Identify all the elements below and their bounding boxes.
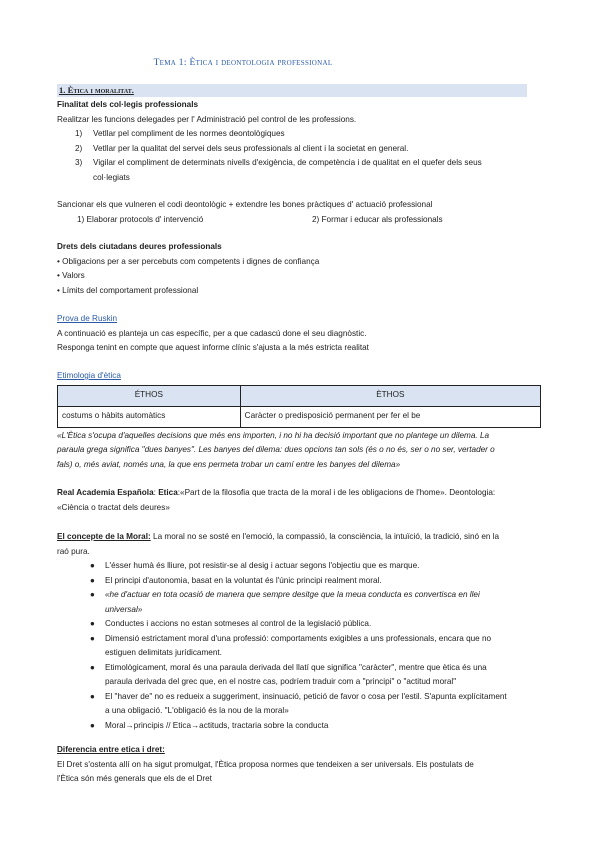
list-item: ● L'ésser humà és lliure, pot resistir-se al desig i actuar segons l'objectiu que es marque. <box>90 561 420 570</box>
list-item: 2) Vetllar per la qualitat del servei dels seus professionals al client i la societat en general. <box>75 143 409 153</box>
etimologia-block <box>57 369 543 472</box>
moral-block: El concepte de la Moral: La moral no se sosté en l'emoció, la compassió, la consciència, la intuïció, la tradició, sinó en la raó pura. ● L'ésser humà és lliure, pot resistir-se al desig i actuar segons l'objectiu que es marque. ● El principi d'autonomia, basat en la voluntat és l'únic principi realment moral. ● «he d'actuar en tota ocasió de manera que sempre desitge que la meua conducta es convertisca en llei universal» ● Conductes i accions no estan sotmeses al control de la legislació pública. ● Dimensió estrictament moral d'una professió: comportaments exigibles a uns professionals, encara que no estiguen delimitats jurídicament. ● Etimològicament, moral és una paraula derivada del llatí que significa "caràcter", mentre que ètica és una paraula derivada del grec que, en el nostre cas, podríem traduir com a "principi" o "actitud moral" ● El "haver de" no es redueix a suggeriment, insinuació, petició de favor o cosa per l'estil. S'apunta explícitament a una obligació. "L'obligació és la nou de la moral» ● Moral→principis // Etica→actituds, tractaria sobre la conducta <box>57 530 543 733</box>
diferencia-line: El Dret s'ostenta allí on ha sigut promulgat, l'Ètica proposa normes que tendeixen a ser universals. Els postulats de <box>57 759 474 769</box>
list-item: • Valors <box>57 271 85 280</box>
list-item: • Obligacions per a ser percebuts com competents i dignes de confiança <box>57 256 320 266</box>
ruskin-line: A continuació es planteja un cas específic, per a que cadascú done el seu diagnòstic. <box>57 328 367 338</box>
list-item: ● El principi d'autonomia, basat en la voluntat és l'únic principi realment moral. <box>90 575 382 585</box>
etimologia-link[interactable]: Etimologia d'ètica <box>57 371 121 380</box>
list-item: • Límits del comportament professional <box>57 285 199 295</box>
list-item: 3) Vigilar el compliment de determinats nivells d'exigència, de competència i de qualitat en el quefer dels seus <box>75 158 482 167</box>
finalitat-heading: Finalitat dels col·legis professionals <box>57 100 199 109</box>
table-header-cell: ÈTHOS <box>240 385 540 406</box>
list-item: ● Conductes i accions no estan sotmeses al control de la legislació pública. <box>90 619 372 628</box>
sancionar-text: Sancionar els que vulneren el codi deontològic + extendre les bones pràctiques d' actuació professional <box>57 200 433 209</box>
sancionar-block <box>57 198 543 227</box>
list-item: 1) Vetllar pel compliment de les normes deontològiques <box>75 129 285 138</box>
rae-block: Real Academia Española: Etica:«Part de la filosofia que tracta de la moral i de les obligacions de l'home». Deontologia: «Ciència o tractat dels deures» <box>57 486 543 515</box>
drets-block <box>57 240 543 298</box>
rae-line2: «Ciència o tractat dels deures» <box>57 502 170 512</box>
table-cell: costums o hàbits automàtics <box>58 406 241 427</box>
finalitat-block <box>57 98 543 185</box>
ruskin-block <box>57 312 543 356</box>
etimologia-quote: «L'Ètica s'ocupa d'aquelles decisions que més ens importen, i no hi ha decisió important que no plantege un dilema. La paraula grega significa "dues banyes". Les banyes del dilema: dues opcions tan sols (és o no és, ser o no ser, vertader o fals) o, més aviat, només una, la que ens permeta trobar un camí entre les banyes del dilema» <box>57 430 495 469</box>
list-item: ● El "haver de" no es redueix a suggeriment, insinuació, petició de favor o cosa per l'estil. S'apunta explícitament a una obligació. "L'obligació és la nou de la moral» <box>90 691 507 715</box>
sancionar-col1: 1) Elaborar protocols d' intervenció <box>77 214 204 224</box>
list-item: col·legiats <box>93 172 130 182</box>
diferencia-block <box>57 743 543 787</box>
table-cell: Caràcter o predisposició permanent per fer el be <box>240 406 540 427</box>
finalitat-list <box>57 127 543 185</box>
table-header-row <box>58 385 541 406</box>
table-row <box>58 406 541 427</box>
table-header-cell: ÉTHOS <box>58 385 241 406</box>
ruskin-link[interactable]: Prova de Ruskin <box>57 314 118 323</box>
rae-label: Real Academia Española <box>57 488 154 497</box>
list-item: ● Moral→principis // Etica→actituds, tractaria sobre la conducta <box>90 720 329 730</box>
moral-list <box>57 559 543 733</box>
drets-heading: Drets dels ciutadans deures professionals <box>57 242 222 251</box>
list-item: ● Dimensió estrictament moral d'una professió: comportaments exigibles a uns professionals, encara que no estiguen delimitats jurídicament. <box>90 633 492 657</box>
sancionar-col2: 2) Formar i educar als professionals <box>312 214 443 224</box>
section-heading: 1. Ètica i moralitat. <box>59 85 134 95</box>
moral-heading: El concepte de la Moral: <box>57 532 151 541</box>
finalitat-intro: Realitzar les funcions delegades per l' Administració pel control de les professions. <box>57 114 357 124</box>
etimologia-table <box>57 385 541 428</box>
page-title: Tema 1: Ètica i deontologia professional <box>153 58 333 68</box>
rae-term: Etica <box>158 488 178 497</box>
ruskin-line: Responga tenint en compte que aquest informe clínic s'ajusta a la més estricta realitat <box>57 343 369 352</box>
list-item: ● Etimològicament, moral és una paraula derivada del llatí que significa "caràcter", mentre que ètica és una paraula derivada del grec que, en el nostre cas, podríem traduir com a "principi" o "actitud moral" <box>90 662 487 686</box>
diferencia-line: l'Ètica són més generals que els de el Dret <box>57 774 212 783</box>
list-item: ● «he d'actuar en tota ocasió de manera que sempre desitge que la meua conducta es convertisca en llei universal» <box>90 590 480 614</box>
diferencia-heading: Diferencia entre etica i dret: <box>57 745 165 754</box>
section-heading-bar <box>57 84 527 97</box>
sancionar-columns <box>57 213 543 227</box>
